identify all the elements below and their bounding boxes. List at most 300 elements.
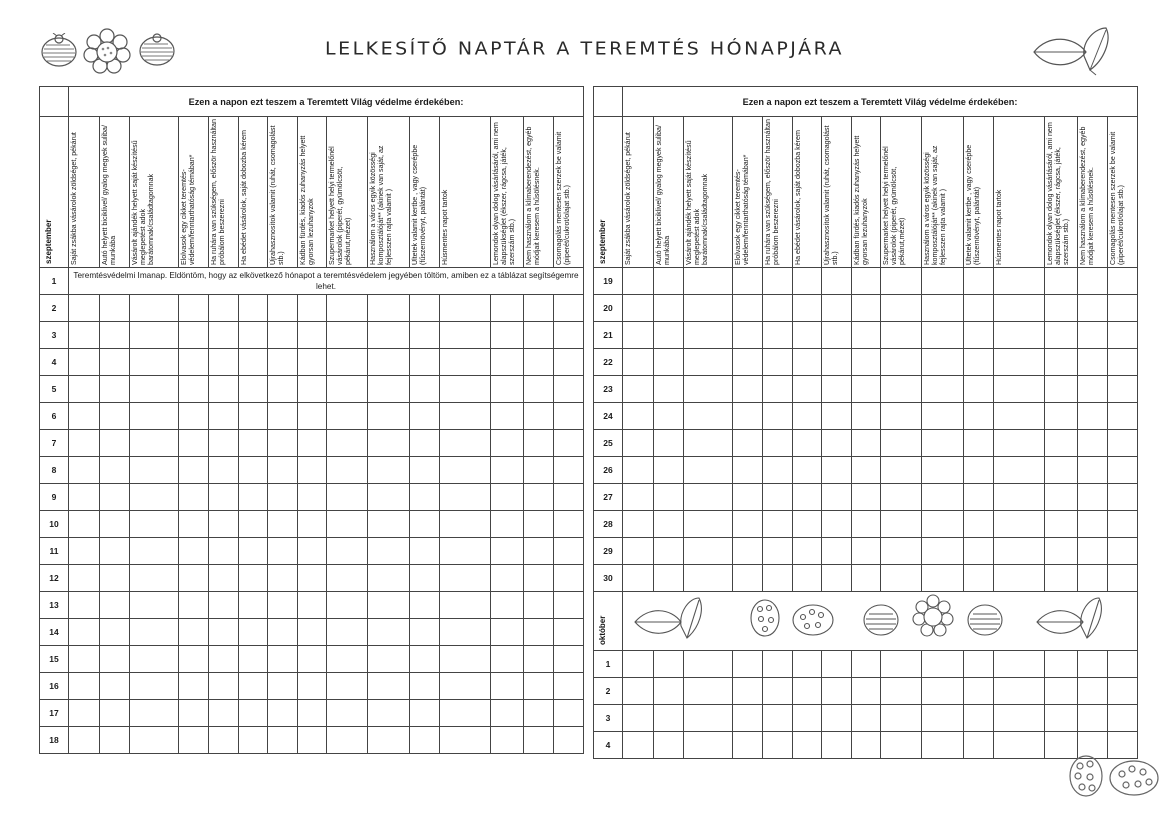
checkbox-cell[interactable]: [410, 349, 440, 376]
checkbox-cell[interactable]: [994, 732, 1045, 759]
checkbox-cell[interactable]: [368, 322, 410, 349]
checkbox-cell[interactable]: [100, 376, 130, 403]
checkbox-cell[interactable]: [733, 430, 763, 457]
checkbox-cell[interactable]: [654, 349, 684, 376]
checkbox-cell[interactable]: [239, 565, 268, 592]
checkbox-cell[interactable]: [491, 592, 524, 619]
checkbox-cell[interactable]: [130, 565, 179, 592]
checkbox-cell[interactable]: [491, 430, 524, 457]
checkbox-cell[interactable]: [327, 295, 368, 322]
checkbox-cell[interactable]: [994, 268, 1045, 295]
checkbox-cell[interactable]: [298, 376, 327, 403]
checkbox-cell[interactable]: [209, 673, 239, 700]
checkbox-cell[interactable]: [69, 673, 100, 700]
checkbox-cell[interactable]: [524, 511, 554, 538]
checkbox-cell[interactable]: [524, 538, 554, 565]
checkbox-cell[interactable]: [298, 349, 327, 376]
checkbox-cell[interactable]: [69, 403, 100, 430]
checkbox-cell[interactable]: [654, 322, 684, 349]
checkbox-cell[interactable]: [239, 349, 268, 376]
checkbox-cell[interactable]: [733, 705, 763, 732]
checkbox-cell[interactable]: [733, 376, 763, 403]
checkbox-cell[interactable]: [763, 565, 793, 592]
checkbox-cell[interactable]: [327, 592, 368, 619]
checkbox-cell[interactable]: [554, 322, 584, 349]
checkbox-cell[interactable]: [852, 268, 881, 295]
checkbox-cell[interactable]: [1108, 268, 1138, 295]
checkbox-cell[interactable]: [684, 376, 733, 403]
checkbox-cell[interactable]: [209, 322, 239, 349]
checkbox-cell[interactable]: [733, 457, 763, 484]
checkbox-cell[interactable]: [881, 678, 922, 705]
checkbox-cell[interactable]: [179, 322, 209, 349]
checkbox-cell[interactable]: [268, 673, 298, 700]
checkbox-cell[interactable]: [964, 705, 994, 732]
checkbox-cell[interactable]: [440, 484, 491, 511]
checkbox-cell[interactable]: [1108, 295, 1138, 322]
checkbox-cell[interactable]: [130, 592, 179, 619]
checkbox-cell[interactable]: [209, 295, 239, 322]
checkbox-cell[interactable]: [994, 430, 1045, 457]
checkbox-cell[interactable]: [822, 403, 852, 430]
checkbox-cell[interactable]: [623, 511, 654, 538]
checkbox-cell[interactable]: [327, 646, 368, 673]
checkbox-cell[interactable]: [1078, 430, 1108, 457]
checkbox-cell[interactable]: [554, 700, 584, 727]
checkbox-cell[interactable]: [298, 565, 327, 592]
checkbox-cell[interactable]: [69, 457, 100, 484]
checkbox-cell[interactable]: [852, 376, 881, 403]
checkbox-cell[interactable]: [69, 511, 100, 538]
checkbox-cell[interactable]: [440, 538, 491, 565]
checkbox-cell[interactable]: [1078, 651, 1108, 678]
checkbox-cell[interactable]: [964, 538, 994, 565]
checkbox-cell[interactable]: [554, 673, 584, 700]
checkbox-cell[interactable]: [1045, 268, 1078, 295]
checkbox-cell[interactable]: [130, 322, 179, 349]
checkbox-cell[interactable]: [1078, 484, 1108, 511]
checkbox-cell[interactable]: [623, 349, 654, 376]
checkbox-cell[interactable]: [69, 349, 100, 376]
checkbox-cell[interactable]: [623, 538, 654, 565]
checkbox-cell[interactable]: [922, 430, 964, 457]
checkbox-cell[interactable]: [964, 376, 994, 403]
checkbox-cell[interactable]: [524, 673, 554, 700]
checkbox-cell[interactable]: [994, 538, 1045, 565]
checkbox-cell[interactable]: [1045, 349, 1078, 376]
checkbox-cell[interactable]: [268, 430, 298, 457]
checkbox-cell[interactable]: [440, 295, 491, 322]
checkbox-cell[interactable]: [1078, 705, 1108, 732]
checkbox-cell[interactable]: [268, 565, 298, 592]
checkbox-cell[interactable]: [440, 646, 491, 673]
checkbox-cell[interactable]: [763, 705, 793, 732]
checkbox-cell[interactable]: [209, 484, 239, 511]
checkbox-cell[interactable]: [654, 651, 684, 678]
checkbox-cell[interactable]: [822, 376, 852, 403]
checkbox-cell[interactable]: [822, 732, 852, 759]
checkbox-cell[interactable]: [763, 511, 793, 538]
checkbox-cell[interactable]: [881, 457, 922, 484]
checkbox-cell[interactable]: [100, 646, 130, 673]
checkbox-cell[interactable]: [684, 651, 733, 678]
checkbox-cell[interactable]: [994, 322, 1045, 349]
checkbox-cell[interactable]: [69, 646, 100, 673]
checkbox-cell[interactable]: [822, 565, 852, 592]
checkbox-cell[interactable]: [327, 376, 368, 403]
checkbox-cell[interactable]: [268, 322, 298, 349]
checkbox-cell[interactable]: [733, 403, 763, 430]
checkbox-cell[interactable]: [763, 457, 793, 484]
checkbox-cell[interactable]: [524, 727, 554, 754]
checkbox-cell[interactable]: [822, 295, 852, 322]
checkbox-cell[interactable]: [881, 511, 922, 538]
checkbox-cell[interactable]: [623, 484, 654, 511]
checkbox-cell[interactable]: [69, 727, 100, 754]
checkbox-cell[interactable]: [368, 295, 410, 322]
checkbox-cell[interactable]: [440, 403, 491, 430]
checkbox-cell[interactable]: [440, 727, 491, 754]
checkbox-cell[interactable]: [524, 322, 554, 349]
checkbox-cell[interactable]: [793, 538, 822, 565]
checkbox-cell[interactable]: [209, 646, 239, 673]
checkbox-cell[interactable]: [524, 619, 554, 646]
checkbox-cell[interactable]: [733, 268, 763, 295]
checkbox-cell[interactable]: [69, 430, 100, 457]
checkbox-cell[interactable]: [440, 349, 491, 376]
checkbox-cell[interactable]: [822, 349, 852, 376]
checkbox-cell[interactable]: [554, 727, 584, 754]
checkbox-cell[interactable]: [327, 349, 368, 376]
checkbox-cell[interactable]: [793, 376, 822, 403]
checkbox-cell[interactable]: [440, 511, 491, 538]
checkbox-cell[interactable]: [793, 678, 822, 705]
checkbox-cell[interactable]: [179, 592, 209, 619]
checkbox-cell[interactable]: [298, 538, 327, 565]
checkbox-cell[interactable]: [491, 376, 524, 403]
checkbox-cell[interactable]: [881, 538, 922, 565]
checkbox-cell[interactable]: [1108, 457, 1138, 484]
checkbox-cell[interactable]: [239, 484, 268, 511]
checkbox-cell[interactable]: [524, 349, 554, 376]
checkbox-cell[interactable]: [1108, 511, 1138, 538]
checkbox-cell[interactable]: [922, 295, 964, 322]
checkbox-cell[interactable]: [684, 322, 733, 349]
checkbox-cell[interactable]: [69, 700, 100, 727]
checkbox-cell[interactable]: [130, 619, 179, 646]
checkbox-cell[interactable]: [69, 484, 100, 511]
checkbox-cell[interactable]: [922, 538, 964, 565]
checkbox-cell[interactable]: [1108, 376, 1138, 403]
checkbox-cell[interactable]: [1108, 705, 1138, 732]
checkbox-cell[interactable]: [793, 268, 822, 295]
checkbox-cell[interactable]: [239, 457, 268, 484]
checkbox-cell[interactable]: [524, 592, 554, 619]
checkbox-cell[interactable]: [327, 511, 368, 538]
checkbox-cell[interactable]: [298, 430, 327, 457]
checkbox-cell[interactable]: [179, 646, 209, 673]
checkbox-cell[interactable]: [130, 484, 179, 511]
checkbox-cell[interactable]: [1045, 484, 1078, 511]
checkbox-cell[interactable]: [994, 376, 1045, 403]
checkbox-cell[interactable]: [763, 349, 793, 376]
checkbox-cell[interactable]: [964, 511, 994, 538]
checkbox-cell[interactable]: [881, 376, 922, 403]
checkbox-cell[interactable]: [298, 673, 327, 700]
checkbox-cell[interactable]: [684, 457, 733, 484]
checkbox-cell[interactable]: [524, 430, 554, 457]
checkbox-cell[interactable]: [130, 376, 179, 403]
checkbox-cell[interactable]: [368, 565, 410, 592]
checkbox-cell[interactable]: [623, 295, 654, 322]
checkbox-cell[interactable]: [268, 484, 298, 511]
checkbox-cell[interactable]: [763, 295, 793, 322]
checkbox-cell[interactable]: [964, 651, 994, 678]
checkbox-cell[interactable]: [822, 457, 852, 484]
checkbox-cell[interactable]: [964, 678, 994, 705]
checkbox-cell[interactable]: [100, 349, 130, 376]
checkbox-cell[interactable]: [524, 376, 554, 403]
checkbox-cell[interactable]: [684, 403, 733, 430]
checkbox-cell[interactable]: [822, 705, 852, 732]
checkbox-cell[interactable]: [1045, 403, 1078, 430]
checkbox-cell[interactable]: [491, 295, 524, 322]
checkbox-cell[interactable]: [410, 322, 440, 349]
checkbox-cell[interactable]: [822, 678, 852, 705]
checkbox-cell[interactable]: [852, 457, 881, 484]
checkbox-cell[interactable]: [524, 646, 554, 673]
checkbox-cell[interactable]: [130, 646, 179, 673]
checkbox-cell[interactable]: [239, 700, 268, 727]
checkbox-cell[interactable]: [209, 700, 239, 727]
checkbox-cell[interactable]: [654, 565, 684, 592]
checkbox-cell[interactable]: [524, 457, 554, 484]
checkbox-cell[interactable]: [1045, 376, 1078, 403]
checkbox-cell[interactable]: [410, 295, 440, 322]
checkbox-cell[interactable]: [179, 673, 209, 700]
checkbox-cell[interactable]: [69, 565, 100, 592]
checkbox-cell[interactable]: [327, 673, 368, 700]
checkbox-cell[interactable]: [524, 484, 554, 511]
checkbox-cell[interactable]: [852, 295, 881, 322]
checkbox-cell[interactable]: [491, 538, 524, 565]
checkbox-cell[interactable]: [268, 511, 298, 538]
checkbox-cell[interactable]: [964, 732, 994, 759]
checkbox-cell[interactable]: [763, 732, 793, 759]
checkbox-cell[interactable]: [554, 646, 584, 673]
checkbox-cell[interactable]: [1045, 678, 1078, 705]
checkbox-cell[interactable]: [1045, 511, 1078, 538]
checkbox-cell[interactable]: [491, 349, 524, 376]
checkbox-cell[interactable]: [922, 268, 964, 295]
checkbox-cell[interactable]: [239, 673, 268, 700]
checkbox-cell[interactable]: [852, 430, 881, 457]
checkbox-cell[interactable]: [209, 376, 239, 403]
checkbox-cell[interactable]: [239, 376, 268, 403]
checkbox-cell[interactable]: [822, 538, 852, 565]
checkbox-cell[interactable]: [654, 268, 684, 295]
checkbox-cell[interactable]: [654, 457, 684, 484]
checkbox-cell[interactable]: [100, 619, 130, 646]
checkbox-cell[interactable]: [994, 511, 1045, 538]
checkbox-cell[interactable]: [298, 322, 327, 349]
checkbox-cell[interactable]: [100, 700, 130, 727]
checkbox-cell[interactable]: [763, 651, 793, 678]
checkbox-cell[interactable]: [654, 538, 684, 565]
checkbox-cell[interactable]: [100, 511, 130, 538]
checkbox-cell[interactable]: [733, 678, 763, 705]
checkbox-cell[interactable]: [209, 619, 239, 646]
checkbox-cell[interactable]: [368, 376, 410, 403]
checkbox-cell[interactable]: [793, 651, 822, 678]
checkbox-cell[interactable]: [852, 732, 881, 759]
checkbox-cell[interactable]: [268, 349, 298, 376]
checkbox-cell[interactable]: [922, 705, 964, 732]
checkbox-cell[interactable]: [440, 673, 491, 700]
checkbox-cell[interactable]: [654, 376, 684, 403]
checkbox-cell[interactable]: [179, 511, 209, 538]
checkbox-cell[interactable]: [964, 457, 994, 484]
checkbox-cell[interactable]: [733, 732, 763, 759]
checkbox-cell[interactable]: [654, 295, 684, 322]
checkbox-cell[interactable]: [654, 403, 684, 430]
checkbox-cell[interactable]: [1108, 349, 1138, 376]
checkbox-cell[interactable]: [733, 484, 763, 511]
checkbox-cell[interactable]: [922, 511, 964, 538]
checkbox-cell[interactable]: [130, 295, 179, 322]
checkbox-cell[interactable]: [268, 295, 298, 322]
checkbox-cell[interactable]: [922, 732, 964, 759]
checkbox-cell[interactable]: [623, 457, 654, 484]
checkbox-cell[interactable]: [822, 268, 852, 295]
checkbox-cell[interactable]: [852, 511, 881, 538]
checkbox-cell[interactable]: [410, 403, 440, 430]
checkbox-cell[interactable]: [209, 727, 239, 754]
checkbox-cell[interactable]: [1078, 403, 1108, 430]
checkbox-cell[interactable]: [623, 705, 654, 732]
checkbox-cell[interactable]: [368, 646, 410, 673]
checkbox-cell[interactable]: [327, 403, 368, 430]
checkbox-cell[interactable]: [410, 700, 440, 727]
checkbox-cell[interactable]: [491, 511, 524, 538]
checkbox-cell[interactable]: [763, 538, 793, 565]
checkbox-cell[interactable]: [1108, 484, 1138, 511]
checkbox-cell[interactable]: [793, 732, 822, 759]
checkbox-cell[interactable]: [852, 678, 881, 705]
checkbox-cell[interactable]: [654, 484, 684, 511]
checkbox-cell[interactable]: [130, 727, 179, 754]
checkbox-cell[interactable]: [1108, 565, 1138, 592]
checkbox-cell[interactable]: [881, 651, 922, 678]
checkbox-cell[interactable]: [964, 430, 994, 457]
checkbox-cell[interactable]: [554, 430, 584, 457]
checkbox-cell[interactable]: [239, 322, 268, 349]
checkbox-cell[interactable]: [684, 705, 733, 732]
checkbox-cell[interactable]: [922, 678, 964, 705]
checkbox-cell[interactable]: [964, 268, 994, 295]
checkbox-cell[interactable]: [623, 376, 654, 403]
checkbox-cell[interactable]: [298, 646, 327, 673]
checkbox-cell[interactable]: [1078, 538, 1108, 565]
checkbox-cell[interactable]: [239, 592, 268, 619]
checkbox-cell[interactable]: [793, 403, 822, 430]
checkbox-cell[interactable]: [491, 646, 524, 673]
checkbox-cell[interactable]: [994, 457, 1045, 484]
checkbox-cell[interactable]: [239, 646, 268, 673]
checkbox-cell[interactable]: [554, 403, 584, 430]
checkbox-cell[interactable]: [1078, 349, 1108, 376]
checkbox-cell[interactable]: [1078, 322, 1108, 349]
checkbox-cell[interactable]: [822, 511, 852, 538]
checkbox-cell[interactable]: [554, 457, 584, 484]
checkbox-cell[interactable]: [410, 673, 440, 700]
checkbox-cell[interactable]: [130, 430, 179, 457]
checkbox-cell[interactable]: [733, 565, 763, 592]
checkbox-cell[interactable]: [793, 457, 822, 484]
checkbox-cell[interactable]: [209, 538, 239, 565]
checkbox-cell[interactable]: [623, 268, 654, 295]
checkbox-cell[interactable]: [130, 673, 179, 700]
checkbox-cell[interactable]: [268, 403, 298, 430]
checkbox-cell[interactable]: [179, 538, 209, 565]
checkbox-cell[interactable]: [922, 376, 964, 403]
checkbox-cell[interactable]: [368, 700, 410, 727]
checkbox-cell[interactable]: [69, 538, 100, 565]
checkbox-cell[interactable]: [524, 565, 554, 592]
checkbox-cell[interactable]: [554, 565, 584, 592]
checkbox-cell[interactable]: [368, 673, 410, 700]
checkbox-cell[interactable]: [100, 430, 130, 457]
checkbox-cell[interactable]: [822, 322, 852, 349]
checkbox-cell[interactable]: [239, 538, 268, 565]
checkbox-cell[interactable]: [268, 457, 298, 484]
checkbox-cell[interactable]: [852, 403, 881, 430]
checkbox-cell[interactable]: [368, 349, 410, 376]
checkbox-cell[interactable]: [268, 592, 298, 619]
checkbox-cell[interactable]: [733, 651, 763, 678]
checkbox-cell[interactable]: [881, 403, 922, 430]
checkbox-cell[interactable]: [684, 430, 733, 457]
checkbox-cell[interactable]: [100, 322, 130, 349]
checkbox-cell[interactable]: [1045, 651, 1078, 678]
checkbox-cell[interactable]: [964, 565, 994, 592]
checkbox-cell[interactable]: [763, 268, 793, 295]
checkbox-cell[interactable]: [922, 484, 964, 511]
checkbox-cell[interactable]: [327, 727, 368, 754]
checkbox-cell[interactable]: [1045, 322, 1078, 349]
checkbox-cell[interactable]: [69, 295, 100, 322]
checkbox-cell[interactable]: [822, 484, 852, 511]
checkbox-cell[interactable]: [793, 565, 822, 592]
checkbox-cell[interactable]: [410, 538, 440, 565]
checkbox-cell[interactable]: [179, 349, 209, 376]
checkbox-cell[interactable]: [327, 565, 368, 592]
checkbox-cell[interactable]: [179, 727, 209, 754]
checkbox-cell[interactable]: [440, 592, 491, 619]
checkbox-cell[interactable]: [130, 538, 179, 565]
checkbox-cell[interactable]: [964, 322, 994, 349]
checkbox-cell[interactable]: [922, 565, 964, 592]
checkbox-cell[interactable]: [179, 565, 209, 592]
checkbox-cell[interactable]: [368, 430, 410, 457]
checkbox-cell[interactable]: [69, 322, 100, 349]
checkbox-cell[interactable]: [763, 484, 793, 511]
checkbox-cell[interactable]: [733, 538, 763, 565]
checkbox-cell[interactable]: [1078, 457, 1108, 484]
checkbox-cell[interactable]: [410, 457, 440, 484]
checkbox-cell[interactable]: [368, 403, 410, 430]
checkbox-cell[interactable]: [684, 678, 733, 705]
